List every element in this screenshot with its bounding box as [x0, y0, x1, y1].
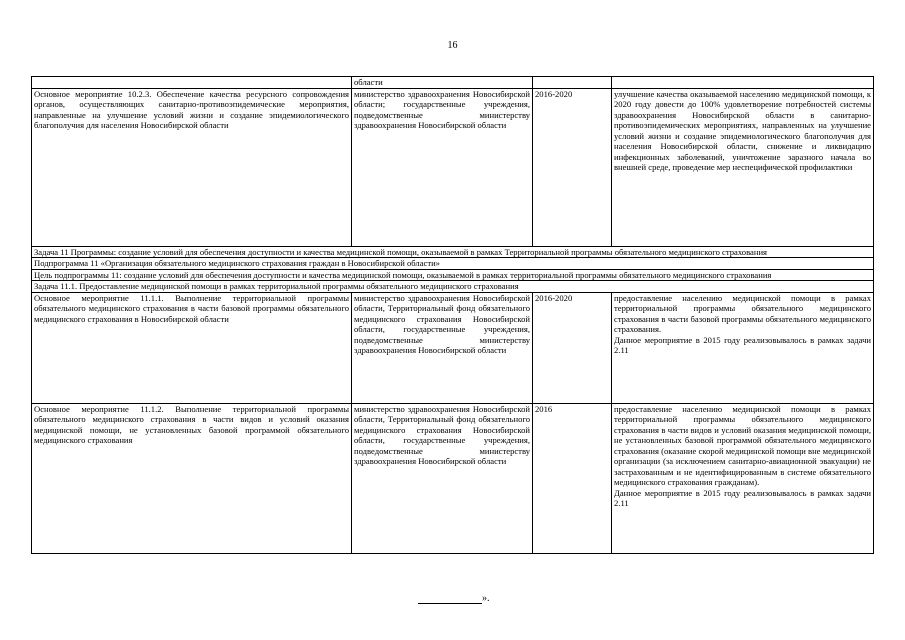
table-row-task-11-1 — [32, 281, 874, 293]
cell-executor: области — [352, 77, 533, 89]
result-paragraph: Данное мероприятие в 2015 году реализовывалось в рамках задачи 2.11 — [614, 334, 871, 355]
signature-line — [418, 594, 482, 604]
cell-executor: министерство здравоохранения Новосибирской области; государственные учреждения, подведомственные министерству здравоохранения Новосибирской области — [352, 88, 533, 246]
cell-result — [612, 403, 874, 553]
cell-result — [612, 292, 874, 403]
cell-executor: министерство здравоохранения Новосибирской области, Территориальный фонд обязательного медицинского страхования Новосибирской области, государственные учреждения, подведомственные министерству здравоохранения Новосибирской области — [352, 403, 533, 553]
subprogram-heading: Подпрограмма 11 «Организация обязательного медицинского страхования граждан в Новосибирской области» — [32, 258, 874, 270]
table-row-activity-11-1-2 — [32, 403, 874, 553]
closing-quote: ». — [482, 593, 490, 604]
result-paragraph: предоставление населению медицинской помощи в рамках территориальной программы обязательного медицинского страхования в части видов и условий оказания медицинской помощи, не установленных базовой программой обязательного медицинского страхования (оказание скорой медицинской помощи вне медицинской организации (за исключением санитарно-авиационной эвакуации) не застрахованным и не идентифицированным в системе обязательного медицинского страхования гражданам). — [614, 403, 872, 487]
cell-activity: Основное мероприятие 11.1.1. Выполнение территориальной программы обязательного медицинского страхования в части базовой программы обязательного медицинского страхования в Новосибирской области — [32, 292, 352, 403]
cell-period: 2016-2020 — [533, 88, 612, 246]
table-row-goal-11 — [32, 269, 874, 281]
cell-activity: Основное мероприятие 11.1.2. Выполнение территориальной программы обязательного медицинского страхования в части видов и условий оказания медицинской помощи, не установленных базовой программой обязательного медицинского страхования — [32, 403, 352, 553]
closing-mark — [418, 593, 578, 604]
result-paragraph: Данное мероприятие в 2015 году реализовывалось в рамках задачи 2.11 — [614, 487, 871, 508]
task-heading: Задача 11 Программы: создание условий для обеспечения доступности и качества медицинской помощи, оказываемой в рамках Территориальной программы обязательного медицинского страхования — [32, 246, 874, 258]
cell-period: 2016 — [533, 403, 612, 553]
table-row-activity-11-1-1 — [32, 292, 874, 403]
table-row-subprogram-11 — [32, 258, 874, 270]
program-table — [31, 76, 874, 554]
task-heading: Задача 11.1. Предоставление медицинской помощи в рамках территориальной программы обязательного медицинского страхования — [32, 281, 874, 293]
table-row-activity-10-2-3 — [32, 88, 874, 246]
table-row-continuation — [32, 77, 874, 89]
table-row-task-11 — [32, 246, 874, 258]
cell-result — [612, 77, 874, 89]
page-number: 16 — [447, 40, 458, 51]
cell-executor: министерство здравоохранения Новосибирской области, Территориальный фонд обязательного медицинского страхования Новосибирской области, государственные учреждения, подведомственные министерству здравоохранения Новосибирской области — [352, 292, 533, 403]
goal-heading: Цель подпрограммы 11: создание условий для обеспечения доступности и качества медицинской помощи, оказываемой в рамках территориальной программы обязательного медицинского страхования — [32, 269, 874, 281]
result-paragraph: предоставление населению медицинской помощи в рамках территориальной программы обязательного медицинского страхования в части базовой программы обязательного медицинского страхования. — [614, 292, 871, 334]
cell-activity — [32, 77, 352, 89]
cell-period — [533, 77, 612, 89]
cell-period: 2016-2020 — [533, 292, 612, 403]
cell-activity: Основное мероприятие 10.2.3. Обеспечение качества ресурсного сопровождения органов, осуществляющих санитарно-противоэпидемические мероприятия, направленные на улучшение условий жизни и создание эпидемиологического благополучия для населения Новосибирской области — [32, 88, 352, 246]
cell-result: улучшение качества оказываемой населению медицинской помощи, к 2020 году довести до 100% удовлетворение потребностей системы здравоохранения Новосибирской области в санитарно-противоэпидемических мероприятиях, направленных на улучшение условий жизни и создание эпидемиологического благополучия для населения Новосибирской области, снижение и ликвидацию инфекционных заболеваний, уничтожение заразного начала во внешней среде, проведение мер неспецифической профилактики — [612, 88, 874, 246]
